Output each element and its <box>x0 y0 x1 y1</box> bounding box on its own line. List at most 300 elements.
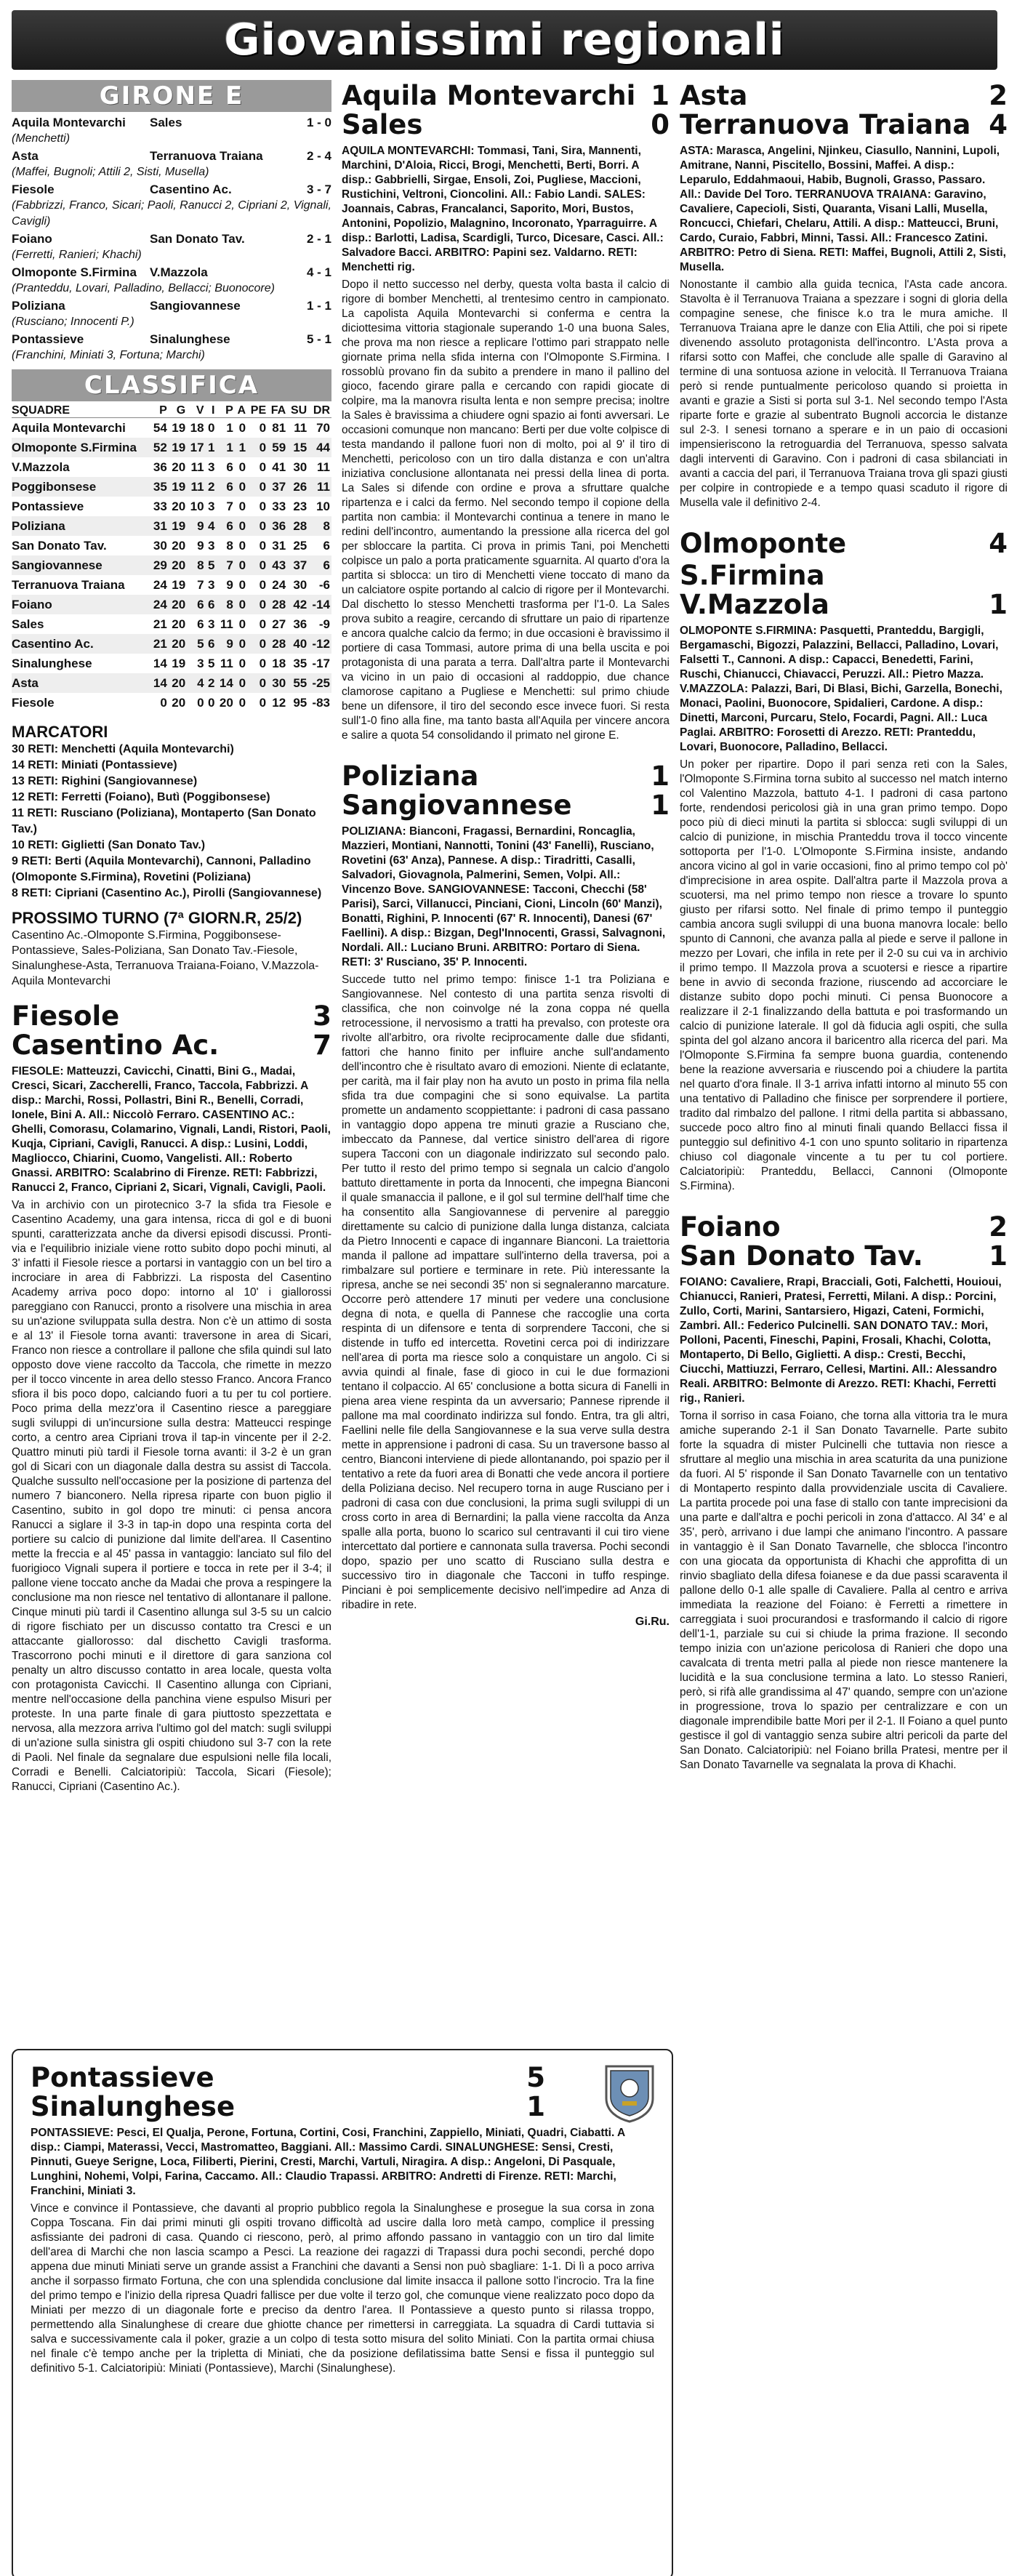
classifica-title: CLASSIFICA <box>12 369 331 401</box>
stat-cell: 0 <box>235 477 247 497</box>
result-home-team: Poliziana <box>12 299 65 313</box>
stat-cell: 6 <box>197 617 204 631</box>
stat-cell: 0 <box>247 438 268 457</box>
stat-cell: 0 <box>247 477 268 497</box>
stat-cell: 0 <box>247 673 268 693</box>
stat-cell: 37 <box>268 477 287 497</box>
home-score: 2 <box>989 80 1008 111</box>
stat-cell: 10 <box>316 499 330 513</box>
result-scorers: (Ferretti, Ranieri; Khachi) <box>12 249 142 261</box>
stat-cell: 20 <box>172 617 186 631</box>
article-away-line <box>31 2091 654 2123</box>
scorer-line: 12 RETI: Ferretti (Foiano), Butì (Poggibonsese) <box>12 791 270 803</box>
column-left <box>12 80 331 1812</box>
stat-cell: 6 <box>216 516 234 536</box>
stat-cell: 0 <box>238 696 246 710</box>
team-name: Pontassieve <box>12 499 84 513</box>
stat-cell: 30 <box>293 578 307 592</box>
stat-cell: 1 <box>235 438 247 457</box>
stat-cell: 54 <box>153 421 167 435</box>
stat-cell: 25 <box>293 539 307 553</box>
stat-cell: 8 <box>187 555 205 575</box>
stat-cell: 41 <box>272 460 286 474</box>
line-ups: ASTA: Marasca, Angelini, Njinkeu, Ciasullo, Nannini, Lupoli, Amitrane, Nanni, Piscitello, Bossini, Maffei. A disp.: Leparulo, Eddahmaoui, Habib, Bugnoli, Grasso, Passaro. All.: Davide Del Toro. TERRANUOVA TRAIANA: Garavino, Cavaliere, Capecioli, Sisti, Quaranta, Visani Lalli, Musella, Roncucci, Chiefari, Chelaru, Attili. A disp.: Matteucci, Bruni, Cardo, Curaio, Fabbri, Minni, Tassi. All.: Francesco Zatini. ARBITRO: Petro di Siena. RETI: Maffei, Bugnoli, Attili 2, Sisti, Musella. <box>680 145 1006 273</box>
stat-cell: 0 <box>247 634 268 654</box>
away-score: 7 <box>313 1030 331 1061</box>
team-name: Terranuova Traiana <box>12 578 125 592</box>
result-home-team: Foiano <box>12 232 52 246</box>
stat-cell: 6 <box>187 595 205 614</box>
stat-cell: 31 <box>272 539 286 553</box>
stat-cell: 18 <box>190 421 204 435</box>
stat-cell: 18 <box>272 657 286 670</box>
next-round-title: PROSSIMO TURNO (7ª GIORN.R, 25/2) <box>12 909 302 927</box>
stat-cell: 0 <box>207 696 215 710</box>
home-team: Poliziana <box>342 761 479 792</box>
stat-cell: 19 <box>172 657 186 670</box>
stat-cell: 0 <box>247 555 268 575</box>
standings-row <box>12 634 331 654</box>
standings-column-header: I <box>206 404 217 418</box>
stat-cell: 1 <box>206 438 217 457</box>
stat-cell: 30 <box>153 539 167 553</box>
stat-cell: 0 <box>235 555 247 575</box>
stat-cell: 5 <box>187 634 205 654</box>
stat-cell: 37 <box>287 555 308 575</box>
standings-row <box>12 673 331 693</box>
result-scorers: (Maffei, Bugnoli; Attili 2, Sisti, Musella) <box>12 166 209 178</box>
stat-cell: 8 <box>308 516 331 536</box>
result-row <box>12 148 331 164</box>
stat-cell: 6 <box>206 634 217 654</box>
team-name: Casentino Ac. <box>12 634 150 654</box>
article-olmoponte <box>680 528 1008 1194</box>
stat-cell: 81 <box>272 421 286 435</box>
stat-cell: 42 <box>287 595 308 614</box>
stat-cell: 27 <box>272 617 286 631</box>
home-team: Fiesole <box>12 1000 120 1032</box>
result-score: 1 - 1 <box>306 299 331 313</box>
stat-cell: 20 <box>169 555 187 575</box>
standings-column-header: V <box>187 404 205 418</box>
article-text: Va in archivio con un pirotecnico 3-7 la sfida tra Fiesole e Casentino Academy, una gara intensa, ricca di gol e di buoni spunti, caratterizzata anche da diversi episodi discussi. Pronti-via e l'equilibrio iniziale viene rotto subito dopo pochi minuti, al 3' infatti il Fiesole riesce a portarsi in vantaggio con un bel tiro a incrociare in area di Fabbrizzi. La risposta del Casentino Academy arriva poco dopo: intorno al 10' i giallorossi pareggiano con Ranucci, pronto a risolvere una mischia in area su un'azione sviluppata sulla destra. Non c'è un attimo di sosta e al 13' il Fiesole torna avanti: traversone in area di Sicari, Franco non riesce a controllare il pallone che sfila quindi sul lato opposto dove viene raccolto da Taccola, che rimette in mezzo per il tocco vincente in area dello stesso Franco. Ancora Franco sfiora il bis poco dopo, calciando fuori a tu per tu col portiere. Poco prima della mezz'ora il Casentino riesce a pareggiare sugli sviluppi di un'incursione sulla destra: Matteucci respinge corto, a centro area Cipriani trova il tap-in vincente per il 2-2. Quattro minuti più tardi il Fiesole torna avanti: il 3-2 è un gran gol di Sicari con un diagonale dalla destra su assist di Taccola. Qualche sussulto nell'occasione per la posizione di partenza del numero 7 bianconero. Nella ripresa riparte con buon piglio il Casentino, subito in gol dopo tre minuti: ci pensa ancora Ranucci a siglare il 3-3 in tap-in dopo una respinta corta del portiere su calcio di punizione dal limite dell'area. Il Casentino mette la freccia e al 45' passa in vantaggio: lanciato sul filo del fuorigioco Vignali supera il portiere e tocca in rete per il 3-4; il pallone viene toccato anche da Madai che prova a respingere la conclusione ma non riesce nel tentativo di allontanare il pallone. Cinque minuti più tardi il Casentino allunga sul 3-5 su un calcio di rigore fischiato per un discusso contatto tra Cresci e un attaccante giallorosso: dal dischetto Cavigli trasforma. Trascorrono pochi minuti e il direttore di gara sanziona col penalty un altro discusso contatto in area locale, questa volta con protagonista Cavicchi. Il Casentino allunga con Cipriani, mentre nell'occasione della panchina viene espulso Misuri per proteste. In una parte finale di gara piuttosto spezzettata e nervosa, alla mezzora arriva l'ultimo gol del match: sugli sviluppi di un'azione sulla sinistra gli ospiti chiudono sul 3-7 con la rete di Paoli. Nel finale da segnalare due espulsioni nelle fila locali, Corradi e Benelli. Calciatoripiù: Taccola, Sicari (Fiesole); Ranucci, Cipriani (Casentino Ac.). <box>12 1199 331 1793</box>
team-name: Poliziana <box>12 516 150 536</box>
stat-cell: 29 <box>150 555 168 575</box>
section-title: Giovanissimi regionali <box>224 15 785 65</box>
column-right <box>680 80 1008 1812</box>
stat-cell: 4 <box>206 516 217 536</box>
stat-cell: 5 <box>207 657 215 670</box>
standings-row <box>12 536 331 555</box>
scorer-line: 30 RETI: Menchetti (Aquila Montevarchi) <box>12 743 234 755</box>
result-away-team: Sinalunghese <box>150 332 230 346</box>
home-team: Foiano <box>680 1211 781 1243</box>
away-team: Sales <box>342 109 423 140</box>
team-name: Foiano <box>12 595 150 614</box>
stat-cell: 3 <box>207 539 215 553</box>
home-team: Aquila Montevarchi <box>342 80 636 111</box>
stat-cell: 31 <box>150 516 168 536</box>
stat-cell: 8 <box>216 595 234 614</box>
result-score: 5 - 1 <box>306 332 331 346</box>
result-away-team: V.Mazzola <box>150 265 208 279</box>
stat-cell: 9 <box>187 516 205 536</box>
stat-cell: 36 <box>268 516 287 536</box>
article-away-line <box>680 109 1008 141</box>
stat-cell: 3 <box>207 460 215 474</box>
home-team: Asta <box>680 80 748 111</box>
stat-cell: 19 <box>172 578 186 592</box>
stat-cell: 26 <box>287 477 308 497</box>
result-home-team: Asta <box>12 149 39 163</box>
stat-cell: 55 <box>287 673 308 693</box>
stat-cell: 0 <box>259 460 267 474</box>
line-ups: FOIANO: Cavaliere, Rrapi, Bracciali, Goti, Falchetti, Houioui, Chianucci, Ranieri, Pratesi, Ferretti, Milani. A disp.: Porcini, Zullo, Corti, Marini, Santarsiero, Higazi, Cateni, Formichi, Zambri. All.: Federico Pulcinelli. SAN DONATO TAV.: Mori, Polloni, Pacenti, Fineschi, Papini, Frosali, Khachi, Colotta, Montaperto, Di Bello, Giglietti. A disp.: Cresti, Becchi, Ciucchi, Mattiuzzi, Ferraro, Cellesi, Martini. All.: Alessandro Reali. ARBITRO: Belmonte di Arezzo. RETI: Khachi, Ferretti rig., Ranieri. <box>680 1276 1002 1405</box>
stat-cell: 0 <box>235 595 247 614</box>
home-team: Olmoponte S.Firmina <box>680 528 847 591</box>
article-text: Torna il sorriso in casa Foiano, che torna alla vittoria tra le mura amiche superando 2-1 il San Donato Tavarnelle. Parte subito forte la squadra di mister Pulcinelli che tuttavia non riesce a sfruttare al meglio una mischia in area scaturita da una punizione da fuori. Al 5' risponde il San Donato Tavarnelle con un tentativo di Montaperto respinto dalla provvidenziale uscita di Cavaliere. La partita procede poi una fase di stallo con tante imprecisioni da una parte e dall'altra e pochi pericoli in zona d'attacco. Al 34' e al 35', però, arrivano i due lampi che animano l'incontro. A passare in vantaggio è il San Donato Tavarnelle, che sblocca l'incontro con una giocata da opportunista di Khachi che approfitta di un rinvio sbagliato della difesa foianese e da due passi scaraventa il pallone dello 0-1 alle spalle di Cavaliere. Palla al centro e arriva immediata la reazione del Foiano: è Ferretti a rimettere in carreggiata i suoi procurandosi e trasformando il calcio di rigore dell'1-1, parziale su cui si chiude la prima frazione. Il secondo tempo inizia con un'azione pericolosa di Ranieri che dopo una cavalcata di trenta metri palla al piede non riesce mantenere la lucidità e la sua conclusione termina a lato. Lo stesso Ranieri, però, si rifà alle grandissima al 47' quando, sempre con un'azione in progressione, trova lo spazio per centralizzare e con un diagonale imprendibile batte Mori per il 2-1. Il Foiano a quel punto gestisce il gol di vantaggio senza subire altri pericoli da parte del San Donato. Calciatoripiù: nel Foiano brilla Pratesi, mentre per il San Donato Tavarnelle va segnalata la prova di Khachi. <box>680 1410 1008 1771</box>
stat-cell: 3 <box>207 499 215 513</box>
stat-cell: 40 <box>287 634 308 654</box>
stat-cell: 0 <box>247 516 268 536</box>
stat-cell: 19 <box>169 438 187 457</box>
stat-cell: 20 <box>169 634 187 654</box>
stat-cell: 70 <box>316 421 330 435</box>
standings-row <box>12 497 331 516</box>
article-away-line <box>342 109 670 141</box>
stat-cell: 6 <box>308 555 331 575</box>
result-row <box>12 265 331 281</box>
stat-cell: 30 <box>293 460 307 474</box>
away-score: 1 <box>526 2091 545 2122</box>
standings-row <box>12 477 331 497</box>
result-scorers: (Pranteddu, Lovari, Palladino, Bellacci; Buonocore) <box>12 282 275 294</box>
standings-table <box>12 404 331 713</box>
article-pontassieve <box>12 2049 673 2576</box>
stat-cell: 20 <box>172 460 186 474</box>
standings-column-header: A <box>235 404 247 418</box>
away-score: 1 <box>989 589 1008 620</box>
stat-cell: 4 <box>187 673 205 693</box>
home-score: 2 <box>989 1211 1008 1243</box>
article-away-line <box>12 1030 331 1062</box>
stat-cell: 0 <box>197 696 204 710</box>
stat-cell: 52 <box>150 438 168 457</box>
home-score: 1 <box>651 80 670 111</box>
article-foiano <box>680 1211 1008 1773</box>
result-away-team: Sales <box>150 116 182 129</box>
stat-cell: 3 <box>207 617 215 631</box>
stat-cell: 17 <box>187 438 205 457</box>
standings-column-header: P <box>150 404 168 418</box>
column-middle <box>342 80 670 1812</box>
away-score: 4 <box>989 109 1008 140</box>
stat-cell: 21 <box>150 634 168 654</box>
columns <box>12 80 1008 1812</box>
result-row <box>12 182 331 198</box>
scorer-line: 11 RETI: Rusciano (Poliziana), Montaperto (San Donato Tav.) <box>12 807 316 835</box>
away-score: 1 <box>989 1240 1008 1272</box>
stat-cell: 28 <box>268 634 287 654</box>
stat-cell: 0 <box>238 657 246 670</box>
home-team: Pontassieve <box>31 2062 214 2093</box>
away-team: Casentino Ac. <box>12 1030 220 1061</box>
stat-cell: 0 <box>207 421 215 435</box>
stat-cell: 2 <box>206 673 217 693</box>
stat-cell: 0 <box>238 499 246 513</box>
standings-column-header: P <box>216 404 234 418</box>
stat-cell: 0 <box>238 617 246 631</box>
stat-cell: 1 <box>226 421 233 435</box>
result-away-team: Casentino Ac. <box>150 182 232 196</box>
stat-cell: 35 <box>293 657 307 670</box>
stat-cell: 7 <box>226 499 233 513</box>
marcatori-title: MARCATORI <box>12 723 108 741</box>
article-text: Vince e convince il Pontassieve, che davanti al proprio pubblico regola la Sinalunghese e prosegue la sua corsa in zona Coppa Toscana. Fin dai primi minuti gli ospiti trovano difficoltà ad uscire dalla loro metà campo, complice il pressing asfissiante dei padroni di casa. Quando ci riescono, però, al primo affondo passano in vantaggio con un tiro dal limite dell'area di Marchi che non lascia scampo a Pesci. La reazione dei ragazzi di Trapassi dura pochi secondi, perché dopo appena due minuti Miniati serve un grande assist a Franchini che davanti a Sensi non può sbagliare: 1-1. Di lì a poco arriva anche il sorpasso firmato Fortuna, che con una splendida conclusione dal limite insacca il pallone sotto l'incrocio. Tra la fine del primo tempo e l'inizio della ripresa Quadri fallisce per due volte il terzo gol, che comunque viene realizzato poco dopo da Miniati per mezzo di un diagonale forte e preciso da dentro l'area. Il Pontassieve a questo punto si rilassa troppo, permettendo alla Sinalunghese di creare due ghiotte chance per rimettersi in carreggiata. La squadra di Cardi tuttavia si salva e successivamente cala il poker, grazie a un colpo di testa sotto misura del solito Miniati. Con la partita ormai chiusa nel finale c'è tempo anche per la tripletta di Miniati, che da posizione defilatissima batte Sensi e fissa il punteggio sul definitivo 5-1. Calciatoripiù: Miniati (Pontassieve), Marchi (Sinalunghese). <box>31 2202 654 2375</box>
standings-column-header: FA <box>268 404 287 418</box>
section-masthead <box>12 10 997 70</box>
stat-cell: 15 <box>287 438 308 457</box>
stat-cell: 0 <box>160 696 167 710</box>
result-away-team: Terranuova Traiana <box>150 149 263 163</box>
standings-column-header: PE <box>247 404 268 418</box>
line-ups: FIESOLE: Matteuzzi, Cavicchi, Cinatti, Bini G., Madai, Cresci, Sicari, Zaccherelli, Franco, Taccola, Fabbrizzi. A disp.: Marchi, Rossi, Pollastri, Bini R., Benelli, Corradi, Ionele, Bini A. All.: Niccolò Ferraro. CASENTINO AC.: Ghelli, Comorasu, Colamarino, Vignali, Landi, Ristori, Paoli, Kuqja, Cipriani, Cavigli, Ranucci. A disp.: Lusini, Loddi, Magliocco, Chiarini, Cuomo, Vangelisti. All.: Roberto Gnassi. ARBITRO: Scalabrino di Firenze. RETI: Fabbrizzi, Ranucci 2, Franco, Cipriani 2, Sicari, Vignali, Cavigli, Paoli. <box>12 1065 331 1194</box>
stat-cell: 43 <box>268 555 287 575</box>
author-signature: Gi.Ru. <box>635 1616 670 1628</box>
stat-cell: -12 <box>308 634 331 654</box>
stat-cell: 95 <box>293 696 307 710</box>
result-home-team: Pontassieve <box>12 332 84 346</box>
standings-column-header: DR <box>308 404 331 418</box>
article-home-line <box>342 80 670 112</box>
team-name: Asta <box>12 673 150 693</box>
article-asta <box>680 80 1008 510</box>
result-home-team: Aquila Montevarchi <box>12 116 126 129</box>
stat-cell: 3 <box>207 578 215 592</box>
stat-cell: 0 <box>259 499 267 513</box>
stat-cell: -6 <box>318 578 330 592</box>
stat-cell: 0 <box>238 421 246 435</box>
away-score: 1 <box>651 790 670 821</box>
standings-header-row <box>12 404 331 418</box>
stat-cell: 20 <box>169 595 187 614</box>
stat-cell: 10 <box>190 499 204 513</box>
stat-cell: -14 <box>308 595 331 614</box>
result-away-team: San Donato Tav. <box>150 232 245 246</box>
stat-cell: 44 <box>308 438 331 457</box>
article-away-line <box>342 790 670 822</box>
stat-cell: 0 <box>235 634 247 654</box>
result-row <box>12 298 331 314</box>
scorer-line: 9 RETI: Berti (Aquila Montevarchi), Cannoni, Palladino (Olmoponte S.Firmina), Rovetini (Poliziana) <box>12 855 311 883</box>
article-text: Nonostante il cambio alla guida tecnica, l'Asta cade ancora. Stavolta è il Terranuova Traiana a spezzare i sogni di gloria della compagine senese, che finisce k.o tra le mura amiche. Il Terranuova Traiana apre le danze con Elia Attili, che poi si ripete divenendo assoluto protagonista dell'incontro. L'Asta prova a rifarsi sotto con Maffei, che conclude alle spalle di Garavino al termine di una sontuosa azione in velocità. Il Terranuova Traiana però si rende puntualmente pericoloso quando si proietta in avanti e grazie a Sisti si porta sul 3-1. Nel secondo tempo l'Asta riparte forte e grazie al subentrato Bugnoli accorcia le distanze sul 2-3. I senesi tornano a sperare e in un paio di occasioni impensieriscono la retroguardia del Terranuova, spesso salvata dagli interventi di Garavino. Con i padroni di casa sbilanciati in avanti a caccia del pari, il Terranuova Traiana trova gli spazi giusti per colpire in contropiede e a tempo quasi scaduto il rigore di Musella vale il definitivo 2-4. <box>680 278 1008 509</box>
home-score: 5 <box>526 2062 545 2093</box>
club-crest-icon <box>603 2063 656 2123</box>
result-scorers: (Menchetti) <box>12 132 71 145</box>
standings-row <box>12 654 331 673</box>
stat-cell: 12 <box>272 696 286 710</box>
result-score: 1 - 0 <box>306 116 331 129</box>
line-ups: OLMOPONTE S.FIRMINA: Pasquetti, Pranteddu, Bargigli, Bergamaschi, Bigozzi, Palazzini, Bellacci, Palladino, Lovari, Falsetti T., Cannoni. A disp.: Capacci, Benedetti, Farini, Ruschi, Chianucci, Chiavacci, Peruzzi. All.: Pietro Mazza. V.MAZZOLA: Palazzi, Bari, Di Blasi, Bichi, Garzella, Bonechi, Monaci, Paolini, Buonocore, Spidalieri, Cardone. A disp.: Dinetti, Marconi, Purcaru, Stelo, Focardi, Pagni. All.: Luca Paglai. ARBITRO: Forosetti di Arezzo. RETI: Pranteddu, Lovari, Buonocore, Palladino, Bellacci. <box>680 625 1002 753</box>
article-home-line <box>342 761 670 793</box>
team-name: Olmoponte S.Firmina <box>12 438 150 457</box>
stat-cell: 6 <box>226 460 233 474</box>
away-score: 0 <box>651 109 670 140</box>
stat-cell: 6 <box>216 477 234 497</box>
team-name: Sales <box>12 617 44 631</box>
article-home-line <box>680 1211 1008 1243</box>
article-away-line <box>680 589 1008 621</box>
standings-row <box>12 614 331 634</box>
home-score: 3 <box>313 1000 331 1032</box>
team-name: San Donato Tav. <box>12 539 107 553</box>
standings-row <box>12 693 331 713</box>
stat-cell: 20 <box>172 539 186 553</box>
away-team: Sinalunghese <box>31 2091 236 2122</box>
article-text: Dopo il netto successo nel derby, questa volta basta il calcio di rigore di bomber Menchetti, al trentesimo centro in campionato. La capolista Aquila Montevarchi si conferma e centra la diciottesima vittoria stagionale superando 1-0 una buona Sales, che prova ma non riesce a replicare l'ottimo pari strappato nelle giornate prima nella sfida interna con l'Olmoponte S.Firmina. I rossoblù provano fin da subito a prendere in mano il pallino del gioco, facendo girare palla e cercando con rapidi giocate di colpire, ma la manovra risulta lenta e non sempre precisa; inoltre la Sales è bravissima a chiudere ogni spazio ai fonti avversari. Le occasioni comunque non mancano: Berti per due volte colpisce di testa mandando il pallone fuori non di molto, poi al 9' il tiro di Menchetti, pericoloso con un tiro dalla distanza e con un'altra iniziativa conclusione allontanata nei pressi della linea di porta. La Sales si difende con ordine e prova a sfruttare qualche ripartenza e i calci da fermo. Nel secondo tempo il copione della partita non cambia: il Montevarchi continua a tenere in mano le redini dell'incontro, aumentando la pressione alla ricerca del gol per sbloccare la partita. Ci prova in primis Tani, poi Menchetti colpisce un palo a porta praticamente sguarnita. Al quarto d'ora la partita si sblocca: un tiro di Menchetti viene toccato di mano da un calciatore ospite portando al calcio di rigore per il Montevarchi. Dal dischetto lo stesso Menchetti trasforma per l'1-0. La Sales prova subito a reagire, cercando di sfruttare un paio di ripartenze e ancora qualche calcio da fermo; in due occasioni è bravissimo il portiere di casa Tommasi, autore prima di una bella uscita e poi protagonista di una parata a terra. Dall'altra parte il Montevarchi va vicino in un paio di occasioni al raddoppio, due chance clamorose capitano a Pugliese e Menchetti: sul primo chiude bene un difensore, il tiro del secondo esce invece fuori. Si resta sull'1-0 fino alla fine, ma tanto basta all'Aquila per vincere ancora e salire a quota 54 consolidando il primato nel girone E. <box>342 278 670 742</box>
scorers-list <box>12 742 331 902</box>
stat-cell: 19 <box>172 421 186 435</box>
stat-cell: 0 <box>259 617 267 631</box>
stat-cell: 9 <box>226 578 233 592</box>
stat-cell: 11 <box>308 477 331 497</box>
stat-cell: 20 <box>219 696 233 710</box>
stat-cell: 2 <box>206 477 217 497</box>
result-home-team: Olmoponte S.Firmina <box>12 265 137 279</box>
stat-cell: 3 <box>197 657 204 670</box>
standings-row <box>12 516 331 536</box>
stat-cell: 9 <box>216 634 234 654</box>
standings-row <box>12 418 331 438</box>
stat-cell: 20 <box>169 673 187 693</box>
line-ups: AQUILA MONTEVARCHI: Tommasi, Tani, Sira, Mannenti, Marchini, D'Aloia, Ricci, Brogi, Menchetti, Berti, Borri. A disp.: Gabbrielli, Sirgae, Ensoli, Zoi, Pugliese, Maccioni, Rustichini, Veltroni, Cioncolini. All.: Fabio Landi. SALES: Joannais, Cabras, Francalanci, Saporito, Mori, Bustos, Antonini, Popolizio, Malagnino, Incoronato, Yparraguirre. A disp.: Barlotti, Ladisa, Scardigli, Turco, Dicesare, Casci. All.: Salvadore Bacci. ARBITRO: Papini sez. Valdarno. RETI: Menchetti rig. <box>342 145 664 273</box>
scorer-line: 10 RETI: Giglietti (San Donato Tav.) <box>12 839 206 851</box>
stat-cell: 11 <box>317 460 330 474</box>
standings-row <box>12 457 331 477</box>
away-team: Terranuova Traiana <box>680 109 971 140</box>
article-home-line <box>680 528 1008 592</box>
result-score: 2 - 1 <box>306 232 331 246</box>
next-round-fixtures: Casentino Ac.-Olmoponte S.Firmina, Poggibonsese-Pontassieve, Sales-Poliziana, San Donato Tav.-Fiesole, Sinalunghese-Asta, Terranuova Traiana-Foiano, V.Mazzola-Aquila Montevarchi <box>12 929 319 987</box>
article-text: Un poker per ripartire. Dopo il pari senza reti con la Sales, l'Olmoponte S.Firmina torna subito al successo nel match interno col Valentino Mazzola, battuto 4-1. I padroni di casa partono forte, rendendosi pericolosi già in una gran primo tempo. Dopo poco più di dieci minuti la partita si sblocca: sugli sviluppi di un calcio di punizione, in mischia Pranteddu trova il tocco vincente sottoporta per l'1-0. L'Olmoponte S.Firmina insiste, andando ancora vicino al gol in varie occasioni, fino al primo tempo col pò' d'imprecisione in area ospite. Dall'altra parte il Mazzola prova a scuotersi, ma nel primo tempo non riesce a trovare lo spunto giusto per rifarsi sotto. Nel finale di primo tempo il punteggio cambia ancora sugli sviluppi di una buona manovra locale: bello spunto di Cannoni, che avanza palla al piede e serve il pallone in mezzo per Lovari, che infila in rete per il 2-0 su cui va in archivio il primo tempo. Il Mazzola prova a scuotersi e riesce a ripartire bene in avvio di seconda frazione, riuscendo ad accorciare le distanze subito dopo pochi minuti. Ci pensa Buonocore a realizzare il 2-1 finalizzando della battuta e poi trasformando un calcio di punizione laterale. Il gol dà fiducia agli ospiti, che sulla spinta del gol alzano ancora il baricentro alla ricerca del pari. Ma l'Olmoponte S.Firmina fa sempre buona guardia, contenendo bene la reazione avversaria e riuscendo poi a chiudere la partita nel quarto d'ora finale. Il 3-1 arriva infatti intorno al minuto 55 con una tentativo di Palladino che finisce per sorprendere il portiere, tradito dal rimbalzo del pallone. I ritmi della partita si abbassano, succede poco altro fino al minuti finali quando Bellacci fissa il punteggio sul definitivo 4-1 con uno spunto solitario in ripartenza chiuso col diagonale vincente a tu per tu col portiere. Calciatoripiù: Pranteddu, Bellacci, Cannoni (Olmoponte S.Firmina). <box>680 758 1008 1192</box>
standings-row <box>12 575 331 595</box>
team-name: Poggibonsese <box>12 477 150 497</box>
article-home-line <box>31 2062 654 2094</box>
article-aquila <box>342 80 670 743</box>
away-team: V.Mazzola <box>680 589 829 620</box>
stat-cell: -25 <box>308 673 331 693</box>
team-name: Fiesole <box>12 696 55 710</box>
stat-cell: 30 <box>268 673 287 693</box>
stat-cell: 36 <box>293 617 307 631</box>
stat-cell: 59 <box>268 438 287 457</box>
team-name: Aquila Montevarchi <box>12 421 126 435</box>
stat-cell: 0 <box>235 516 247 536</box>
result-row <box>12 115 331 131</box>
standings-row <box>12 555 331 575</box>
stat-cell: 11 <box>190 460 204 474</box>
result-score: 3 - 7 <box>306 182 331 196</box>
stat-cell: 0 <box>238 539 246 553</box>
stat-cell: 33 <box>153 499 167 513</box>
stat-cell: 11 <box>187 477 205 497</box>
stat-cell: -17 <box>312 657 330 670</box>
article-poliziana <box>342 761 670 1629</box>
result-row <box>12 332 331 348</box>
stat-cell: 14 <box>153 657 167 670</box>
away-team: Sangiovannese <box>342 790 572 821</box>
article-home-line <box>680 80 1008 112</box>
stat-cell: 23 <box>293 499 307 513</box>
stat-cell: 14 <box>216 673 234 693</box>
standings-column-header: SQUADRE <box>12 404 150 418</box>
stat-cell: 21 <box>153 617 167 631</box>
stat-cell: 28 <box>287 516 308 536</box>
standings-row <box>12 438 331 457</box>
standings-column-header: G <box>169 404 187 418</box>
home-score: 1 <box>651 761 670 792</box>
stat-cell: 24 <box>150 595 168 614</box>
results-list <box>12 115 331 364</box>
result-scorers: (Franchini, Miniati 3, Fortuna; Marchi) <box>12 349 205 361</box>
stat-cell: 35 <box>150 477 168 497</box>
stat-cell: 0 <box>259 421 267 435</box>
article-away-line <box>680 1240 1008 1272</box>
girone-title: GIRONE E <box>12 80 331 112</box>
result-scorers: (Fabbrizzi, Franco, Sicari; Paoli, Ranucci 2, Cipriani 2, Vignali, Cavigli) <box>12 199 331 228</box>
stat-cell: 0 <box>259 539 267 553</box>
result-away-team: Sangiovannese <box>150 299 241 313</box>
stat-cell: 11 <box>220 657 233 670</box>
line-ups: PONTASSIEVE: Pesci, El Qualja, Perone, Fortuna, Cortini, Cosi, Franchini, Zappiello, Miniati, Quadri, Ciabatti. A disp.: Ciampi, Materassi, Vecci, Mastromatteo, Baggiani. All.: Massimo Cardi. SINALUNGHESE: Sensi, Cresti, Pinnuti, Gueye Serigne, Loca, Filiberti, Pierini, Cresti, Marchi, Vartuli, Niragira. A disp.: Angeloni, Di Pasquale, Lunghini, Nohemi, Volpi, Farina, Caccamo. All.: Claudio Trapassi. ARBITRO: Andretti di Firenze. RETI: Marchi, Franchini, Miniati 3. <box>31 2127 625 2197</box>
article-fiesole <box>12 1000 331 1794</box>
result-scorers: (Rusciano; Innocenti P.) <box>12 316 134 328</box>
stat-cell: 0 <box>259 696 267 710</box>
scorer-line: 13 RETI: Righini (Sangiovannese) <box>12 775 198 787</box>
stat-cell: 6 <box>206 595 217 614</box>
stat-cell: 8 <box>226 539 233 553</box>
stat-cell: 20 <box>172 696 186 710</box>
stat-cell: 0 <box>259 657 267 670</box>
stat-cell: 0 <box>238 578 246 592</box>
stat-cell: 11 <box>220 617 233 631</box>
article-text: Succede tutto nel primo tempo: finisce 1-1 tra Poliziana e Sangiovannese. Nel contesto di una partita senza risvolti di classifica, che non coinvolge né la zona coppa né quella retrocessione, il nervosismo a tratti ha prevalso, con proteste ora rivolte all'arbitro, ora rivolte reciprocamente dalle due sfidanti, fattori che hanno finito per influire anche sull'andamento dell'incontro che è risultato avaro di emozioni. Niente di eclatante, per carità, ma il fair play non ha avuto un posto in prima fila nella sfida tra due compagini che si sono equivalse. La partita promette un andamento scoppiettante: i padroni di casa passano in vantaggio dopo appena tre minuti grazie a Rusciano che, imbeccato da Pannese, dal vertice sinistro dell'area di rigore supera Tacconi con un diagonale indirizzato sul secondo palo. Per tutto il resto del primo tempo si segnala un calcio d'angolo battuto direttamente in porta da Innocenti, che impegna Bianconi il quale smanaccia il pallone, e il gol sul termine dell'half time che ha consentito alla Sangiovannese di pervenire al pareggio direttamente su calcio di punizione dalla lunga distanza, calciata da Pietro Innocenti e capace di ingannare Bianconi. La traiettoria manda il pallone ad impattare sull'interno della traversa, poi a rimbalzare sul portiere e terminare in rete. Più interessante la ripresa, anche se nei secondi 35' non si segnaleranno marcature. Occorre però attendere 17 minuti per vedere una conclusione degna di nota, e quella di Pannese che raccoglie una corta respinta di un difensore e tenta di sorprendere Tacconi, che si distende in tuffo ed intercetta. Rovetini cerca poi di indirizzare nell'area di porta ma riesce solo a conquistare un angolo. Ci si avvia quindi al finale, fase di gioco in cui le due formazioni tentano il colpaccio. Al 65' conclusione a botta sicura di Fanelli in piena area viene respinta da un avversario; Pannese riprende il pallone ma mal coordinato indirizza sul fondo. Entra, tra gli altri, Faellini nelle file della Sangiovannese e la sua verve sulla destra mette in apprensione i padroni di casa. Su un traversone basso al centro, Bianconi interviene di piede allontanando, poi spazio per il tentativo a rete da fuori area di Bonatti che vede ancora il portiere della Poliziana deciso. Nel recupero torna in auge Rusciano per i padroni di casa con due conclusioni, la prima sugli sviluppi di un cross corto in area di Bernardini; la palla viene raccolta da Anza spalle alla porta, buono lo scarico sul centravanti il cui tiro viene intercettato dal portiere e cannonata sulla traversa. Pochi secondi dopo, spazio per uno scatto di Rusciano sulla destra e successivo tiro in diagonale che Tacconi in tuffo respinge. Pinciani è poi semplicemente decisivo nell'impedire ad Anza di ribadire in rete. <box>342 974 670 1611</box>
stat-cell: 9 <box>197 539 204 553</box>
scorer-line: 14 RETI: Miniati (Pontassieve) <box>12 759 177 771</box>
article-home-line <box>12 1000 331 1032</box>
scorer-line: 8 RETI: Cipriani (Casentino Ac.), Pirolli (Sangiovannese) <box>12 887 322 899</box>
line-ups: POLIZIANA: Bianconi, Fragassi, Bernardini, Roncaglia, Mazzieri, Montiani, Nannotti, Tonini (43' Fanelli), Rusciano, Rovetini (63' Anza), Pannese. A disp.: Tiradritti, Casalli, Salvadori, Giovagnola, Palmerini, Semen, Volpi. All.: Vincenzo Bove. SANGIOVANNESE: Tacconi, Checchi (58' Parisi), Sarci, Villanucci, Pinciani, Cioni, Lincoln (60' Manzi), Bonatti, Righini, P. Innocenti (67' R. Innocenti), Danesi (67' Faellini). A disp.: Bizgan, Degl'Innocenti, Grassi, Salvagnoni, Nordali. All.: Luciano Bruni. ARBITRO: Portaro di Siena. RETI: 3' Rusciano, 35' P. Innocenti. <box>342 825 666 968</box>
stat-cell: 1 <box>216 438 234 457</box>
away-team: San Donato Tav. <box>680 1240 923 1272</box>
stat-cell: 7 <box>216 555 234 575</box>
team-name: Sinalunghese <box>12 657 92 670</box>
result-score: 2 - 4 <box>306 149 331 163</box>
stat-cell: 0 <box>235 673 247 693</box>
result-row <box>12 231 331 247</box>
stat-cell: 0 <box>259 578 267 592</box>
stat-cell: 0 <box>247 595 268 614</box>
stat-cell: 6 <box>323 539 330 553</box>
stat-cell: 19 <box>169 477 187 497</box>
standings-column-header: SU <box>287 404 308 418</box>
home-score: 4 <box>989 528 1008 559</box>
stat-cell: 14 <box>150 673 168 693</box>
stat-cell: 24 <box>272 578 286 592</box>
stat-cell: 11 <box>294 421 307 435</box>
stat-cell: 0 <box>238 460 246 474</box>
stat-cell: 20 <box>172 499 186 513</box>
